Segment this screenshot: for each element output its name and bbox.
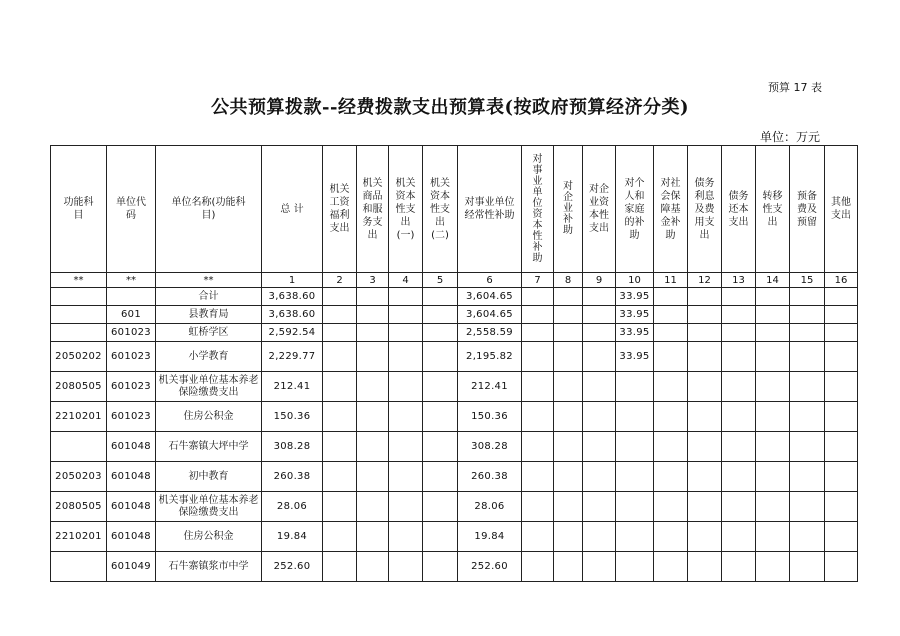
col10-cell [616,432,654,462]
func-code-cell [51,432,107,462]
col10-cell: 33.95 [616,288,654,306]
unit-code-cell: 601023 [107,402,156,432]
total-cell: 260.38 [262,462,323,492]
col-header-total: 总 计 [262,146,323,273]
header-row [51,146,858,273]
col-header-10: 对个人和家庭的补助 [616,146,654,273]
table-row [51,492,858,522]
func-code-cell: 2080505 [51,492,107,522]
total-cell: 2,592.54 [262,324,323,342]
index-cell: 5 [423,273,458,288]
unit-name-cell: 合计 [156,288,262,306]
unit-name-cell: 小学教育 [156,342,262,372]
total-cell: 2,229.77 [262,342,323,372]
index-cell: 9 [583,273,616,288]
col6-cell: 3,604.65 [458,306,522,324]
unit-name-cell: 住房公积金 [156,522,262,552]
func-code-cell: 2210201 [51,402,107,432]
col6-cell: 28.06 [458,492,522,522]
unit-name-cell: 石牛寨镇大坪中学 [156,432,262,462]
index-cell: 15 [790,273,825,288]
col-header-4: 机关资本性支出(一) [389,146,423,273]
table-row [51,288,858,306]
index-cell: 6 [458,273,522,288]
col-header-16: 其他支出 [825,146,858,273]
col6-cell: 2,195.82 [458,342,522,372]
total-cell: 19.84 [262,522,323,552]
func-code-cell [51,306,107,324]
table-row [51,552,858,582]
index-cell: 12 [688,273,722,288]
col-header-5: 机关资本性支出(二) [423,146,458,273]
col-header-12: 债务利息及费用支出 [688,146,722,273]
form-number: 预算 17 表 [768,81,822,94]
col6-cell: 308.28 [458,432,522,462]
index-cell: 11 [654,273,688,288]
func-code-cell [51,324,107,342]
col6-cell: 252.60 [458,552,522,582]
unit-name-cell: 县教育局 [156,306,262,324]
unit-name-cell: 机关事业单位基本养老保险缴费支出 [156,372,262,402]
col6-cell: 150.36 [458,402,522,432]
index-cell: 13 [722,273,756,288]
unit-code-cell: 601023 [107,324,156,342]
index-row [51,273,858,288]
page-title: 公共预算拨款--经费拨款支出预算表(按政府预算经济分类) [211,97,689,118]
table-row [51,342,858,372]
col-header-func: 功能科目 [51,146,107,273]
col-header-11: 对社会保障基金补助 [654,146,688,273]
unit-code-cell: 601023 [107,342,156,372]
total-cell: 28.06 [262,492,323,522]
col-header-15: 预备费及预留 [790,146,825,273]
index-cell: 7 [522,273,554,288]
func-code-cell [51,288,107,306]
table-row [51,522,858,552]
index-cell: 14 [756,273,790,288]
unit-name-cell: 石牛寨镇浆市中学 [156,552,262,582]
unit-code-cell [107,288,156,306]
col-header-7: 对事业单位资本性补助 [522,146,554,273]
unit-code-cell: 601048 [107,462,156,492]
unit-code-cell: 601048 [107,432,156,462]
col-header-14: 转移性支出 [756,146,790,273]
index-cell: 2 [323,273,357,288]
table-row [51,402,858,432]
col6-cell: 3,604.65 [458,288,522,306]
col10-cell: 33.95 [616,306,654,324]
col10-cell [616,552,654,582]
col10-cell [616,462,654,492]
col10-cell: 33.95 [616,324,654,342]
table-row [51,462,858,492]
col-header-2: 机关工资福利支出 [323,146,357,273]
unit-code-cell: 601048 [107,492,156,522]
col-header-8: 对企业补助 [554,146,583,273]
col-header-13: 债务还本支出 [722,146,756,273]
index-cell: 4 [389,273,423,288]
col-header-code: 单位代码 [107,146,156,273]
unit-name-cell: 虹桥学区 [156,324,262,342]
index-cell: ** [107,273,156,288]
col-header-3: 机关商品和服务支出 [357,146,389,273]
total-cell: 150.36 [262,402,323,432]
col6-cell: 212.41 [458,372,522,402]
col10-cell [616,522,654,552]
col10-cell [616,492,654,522]
index-cell: 8 [554,273,583,288]
total-cell: 3,638.60 [262,306,323,324]
table-row [51,306,858,324]
func-code-cell: 2050202 [51,342,107,372]
col10-cell [616,402,654,432]
budget-table [50,145,858,582]
index-cell: ** [156,273,262,288]
col6-cell: 19.84 [458,522,522,552]
col-header-name: 单位名称(功能科目) [156,146,262,273]
index-cell: 10 [616,273,654,288]
unit-label: 单位：万元 [759,130,820,144]
total-cell: 252.60 [262,552,323,582]
unit-code-cell: 601023 [107,372,156,402]
table-row [51,372,858,402]
index-cell: 1 [262,273,323,288]
col6-cell: 2,558.59 [458,324,522,342]
func-code-cell: 2050203 [51,462,107,492]
unit-name-cell: 初中教育 [156,462,262,492]
total-cell: 212.41 [262,372,323,402]
index-cell: 3 [357,273,389,288]
col6-cell: 260.38 [458,462,522,492]
func-code-cell [51,552,107,582]
table-row [51,432,858,462]
col-header-6: 对事业单位经常性补助 [458,146,522,273]
col-header-9: 对企业资本性支出 [583,146,616,273]
col10-cell: 33.95 [616,342,654,372]
func-code-cell: 2210201 [51,522,107,552]
unit-code-cell: 601049 [107,552,156,582]
index-cell: ** [51,273,107,288]
unit-name-cell: 机关事业单位基本养老保险缴费支出 [156,492,262,522]
unit-code-cell: 601048 [107,522,156,552]
unit-code-cell: 601 [107,306,156,324]
func-code-cell: 2080505 [51,372,107,402]
index-cell: 16 [825,273,858,288]
unit-name-cell: 住房公积金 [156,402,262,432]
total-cell: 3,638.60 [262,288,323,306]
total-cell: 308.28 [262,432,323,462]
col10-cell [616,372,654,402]
table-row [51,324,858,342]
